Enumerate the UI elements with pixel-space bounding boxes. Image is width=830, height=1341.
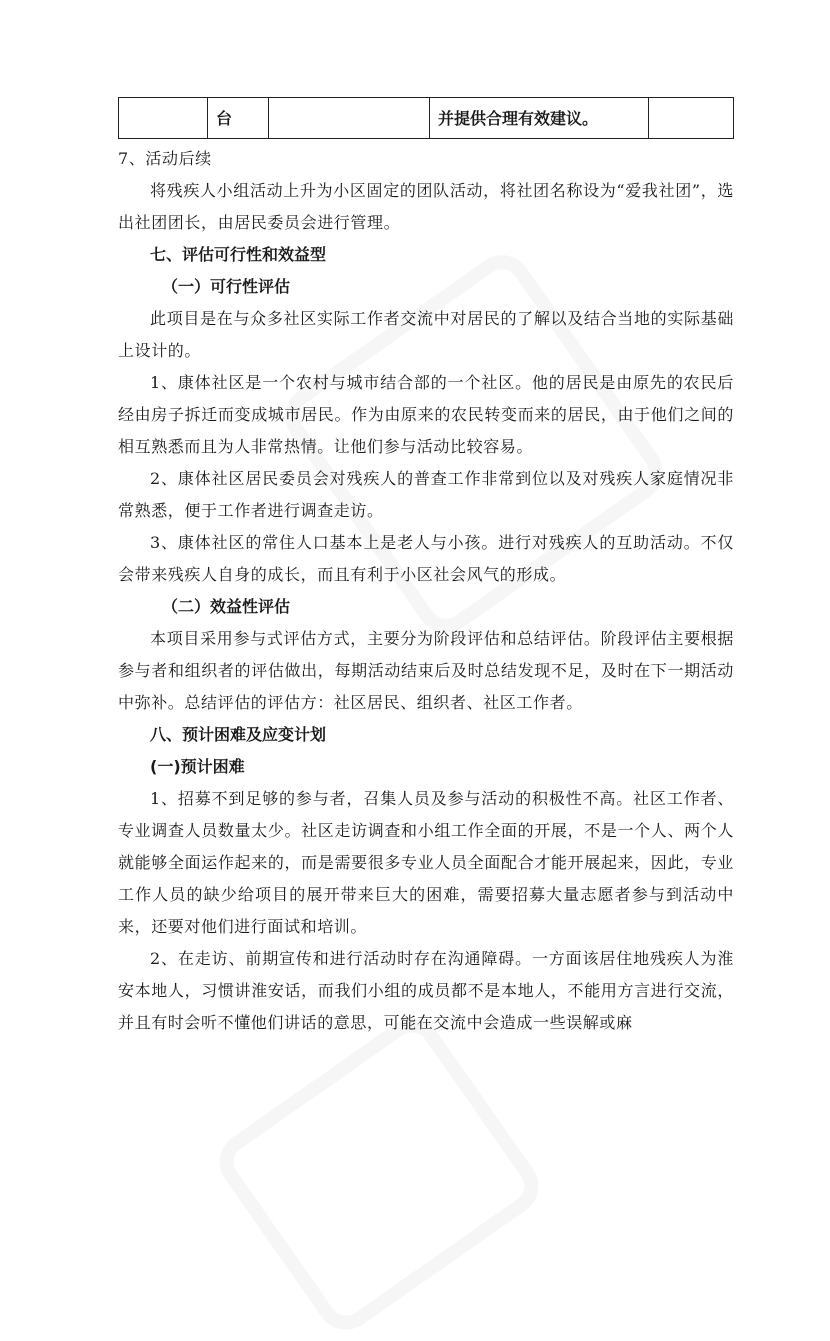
table-row bbox=[119, 98, 734, 139]
table-cell bbox=[649, 98, 734, 139]
paragraph: 1、招募不到足够的参与者，召集人员及参与活动的积极性不高。社区工作者、专业调查人员数量太少。社区走访调查和小组工作全面的开展，不是一个人、两个人就能够全面运作起来的，而是需要很多专业人员全面配合才能开展起来，因此，专业工作人员的缺少给项目的展开带来巨大的困难，需要招募大量志愿者参与到活动中来，还要对他们进行面试和培训。 bbox=[118, 789, 734, 936]
section-heading: 七、评估可行性和效益型 bbox=[150, 245, 327, 264]
subsection-heading: （一）可行性评估 bbox=[162, 277, 291, 296]
table-cell: 台 bbox=[208, 98, 269, 139]
section-label: 7、活动后续 bbox=[118, 149, 212, 168]
paragraph: 2、在走访、前期宣传和进行活动时存在沟通障碍。一方面该居住地残疾人为淮安本地人，习惯讲淮安话，而我们小组的成员都不是本地人，不能用方言进行交流，并且有时会听不懂他们讲话的意思，可能在交流中会造成一些误解或麻 bbox=[118, 949, 734, 1032]
paragraph: 此项目是在与众多社区实际工作者交流中对居民的了解以及结合当地的实际基础上设计的。 bbox=[118, 309, 734, 360]
subsection-heading: (一)预计困难 bbox=[150, 757, 245, 776]
paragraph: 3、康体社区的常住人口基本上是老人与小孩。进行对残疾人的互助活动。不仅会带来残疾人自身的成长，而且有利于小区社会风气的形成。 bbox=[118, 533, 734, 584]
paragraph: 2、康体社区居民委员会对残疾人的普查工作非常到位以及对残疾人家庭情况非常熟悉，便于工作者进行调查走访。 bbox=[118, 469, 734, 520]
table-cell: 并提供合理有效建议。 bbox=[430, 98, 649, 139]
paragraph: 1、康体社区是一个农村与城市结合部的一个社区。他的居民是由原先的农民后经由房子拆迁而变成城市居民。作为由原来的农民转变而来的居民，由于他们之间的相互熟悉而且为人非常热情。让他们参与活动比较容易。 bbox=[118, 373, 734, 456]
table-cell bbox=[119, 98, 208, 139]
table-cell bbox=[269, 98, 430, 139]
paragraph: 将残疾人小组活动上升为小区固定的团队活动，将社团名称设为“爱我社团”，选出社团团长，由居民委员会进行管理。 bbox=[118, 181, 734, 232]
section-heading: 八、预计困难及应变计划 bbox=[150, 725, 327, 744]
document-body bbox=[118, 143, 734, 1039]
subsection-heading: （二）效益性评估 bbox=[162, 597, 291, 616]
activity-table-fragment bbox=[118, 97, 734, 139]
paragraph: 本项目采用参与式评估方式，主要分为阶段评估和总结评估。阶段评估主要根据参与者和组织者的评估做出，每期活动结束后及时总结发现不足，及时在下一期活动中弥补。总结评估的评估方：社区居民、组织者、社区工作者。 bbox=[118, 629, 734, 712]
